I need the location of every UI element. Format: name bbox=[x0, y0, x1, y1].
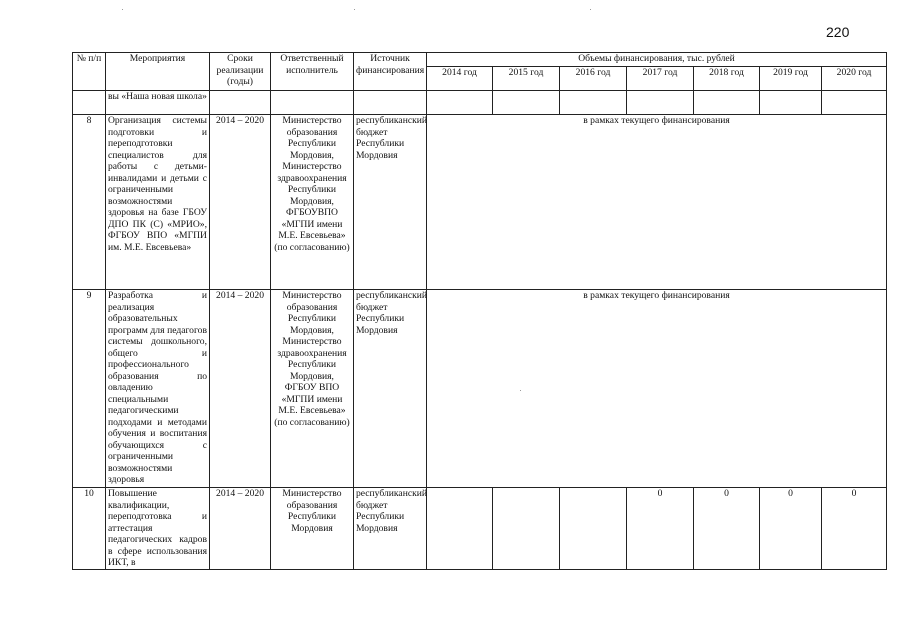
value-cell bbox=[760, 91, 822, 115]
header-year-2014: 2014 год bbox=[427, 67, 493, 91]
header-source: Источник финансирования bbox=[354, 53, 427, 91]
header-terms: Сроки реализации (годы) bbox=[210, 53, 271, 91]
value-cell: 0 bbox=[627, 488, 694, 570]
header-funding-volumes: Объемы финансирования, тыс. рублей bbox=[427, 53, 887, 67]
header-year-2016: 2016 год bbox=[560, 67, 627, 91]
value-cell: 0 bbox=[822, 488, 887, 570]
table-row bbox=[73, 488, 887, 570]
row-number: 10 bbox=[73, 488, 106, 570]
page-number: 220 bbox=[826, 24, 850, 40]
executor-cell bbox=[271, 91, 354, 115]
value-cell bbox=[560, 488, 627, 570]
table-row bbox=[73, 91, 887, 115]
measure-cell: вы «Наша новая школа» bbox=[106, 91, 210, 115]
header-year-2015: 2015 год bbox=[493, 67, 560, 91]
source-cell: республиканский бюджет Республики Мордовия bbox=[354, 488, 427, 570]
header-year-2019: 2019 год bbox=[760, 67, 822, 91]
value-cell bbox=[427, 91, 493, 115]
executor-cell: Министерство образования Республики Мордовия bbox=[271, 488, 354, 570]
header-measures: Мероприятия bbox=[106, 53, 210, 91]
measure-cell: Повышение квалификации, переподготовка и аттестация педагогических кадров в сфере использования ИКТ, в bbox=[106, 488, 210, 570]
row-number bbox=[73, 91, 106, 115]
measure-cell: Разработка и реализация образовательных программ для педагогов системы дошкольного, общего и профессионального образования по овладению специальными педагогическими подходами и методами обучения и воспитания обучающихся с ограниченными возможностями здоровья bbox=[106, 290, 210, 488]
header-executor: Ответственный исполнитель bbox=[271, 53, 354, 91]
executor-cell: Министерство образования Республики Мордовия, Министерство здравоохранения Республики Мордовия, ФГБОУВПО «МГПИ имени М.Е. Евсевьева» (по согласованию) bbox=[271, 115, 354, 290]
value-cell bbox=[493, 91, 560, 115]
value-cell bbox=[822, 91, 887, 115]
value-cell: 0 bbox=[694, 488, 760, 570]
header-num: № п/п bbox=[73, 53, 106, 91]
measure-cell: Организация системы подготовки и переподготовки специалистов для работы с детьми-инвалидами и детьми с ограниченными возможностями здоровья на базе ГБОУ ДПО ПК (С) «МРИО», ФГБОУ ВПО «МГПИ им. М.Е. Евсевьева» bbox=[106, 115, 210, 290]
table-row bbox=[73, 290, 887, 488]
source-cell bbox=[354, 91, 427, 115]
term-cell bbox=[210, 91, 271, 115]
term-cell: 2014 – 2020 bbox=[210, 488, 271, 570]
funding-note: в рамках текущего финансирования bbox=[427, 115, 887, 290]
value-cell: 0 bbox=[760, 488, 822, 570]
program-measures-table bbox=[72, 52, 887, 570]
value-cell bbox=[627, 91, 694, 115]
value-cell bbox=[493, 488, 560, 570]
header-year-2020: 2020 год bbox=[822, 67, 887, 91]
table-row bbox=[73, 115, 887, 290]
value-cell bbox=[427, 488, 493, 570]
scan-speck bbox=[520, 390, 521, 391]
source-cell: республиканский бюджет Республики Мордовия bbox=[354, 290, 427, 488]
header-year-2017: 2017 год bbox=[627, 67, 694, 91]
scan-speck bbox=[590, 9, 591, 10]
funding-note: в рамках текущего финансирования bbox=[427, 290, 887, 488]
term-cell: 2014 – 2020 bbox=[210, 115, 271, 290]
row-number: 9 bbox=[73, 290, 106, 488]
scan-speck bbox=[354, 9, 355, 10]
executor-cell: Министерство образования Республики Мордовия, Министерство здравоохранения Республики Мордовия, ФГБОУ ВПО «МГПИ имени М.Е. Евсевьева» (по согласованию) bbox=[271, 290, 354, 488]
source-cell: республиканский бюджет Республики Мордовия bbox=[354, 115, 427, 290]
scan-speck bbox=[122, 9, 123, 10]
row-number: 8 bbox=[73, 115, 106, 290]
value-cell bbox=[560, 91, 627, 115]
term-cell: 2014 – 2020 bbox=[210, 290, 271, 488]
header-year-2018: 2018 год bbox=[694, 67, 760, 91]
value-cell bbox=[694, 91, 760, 115]
